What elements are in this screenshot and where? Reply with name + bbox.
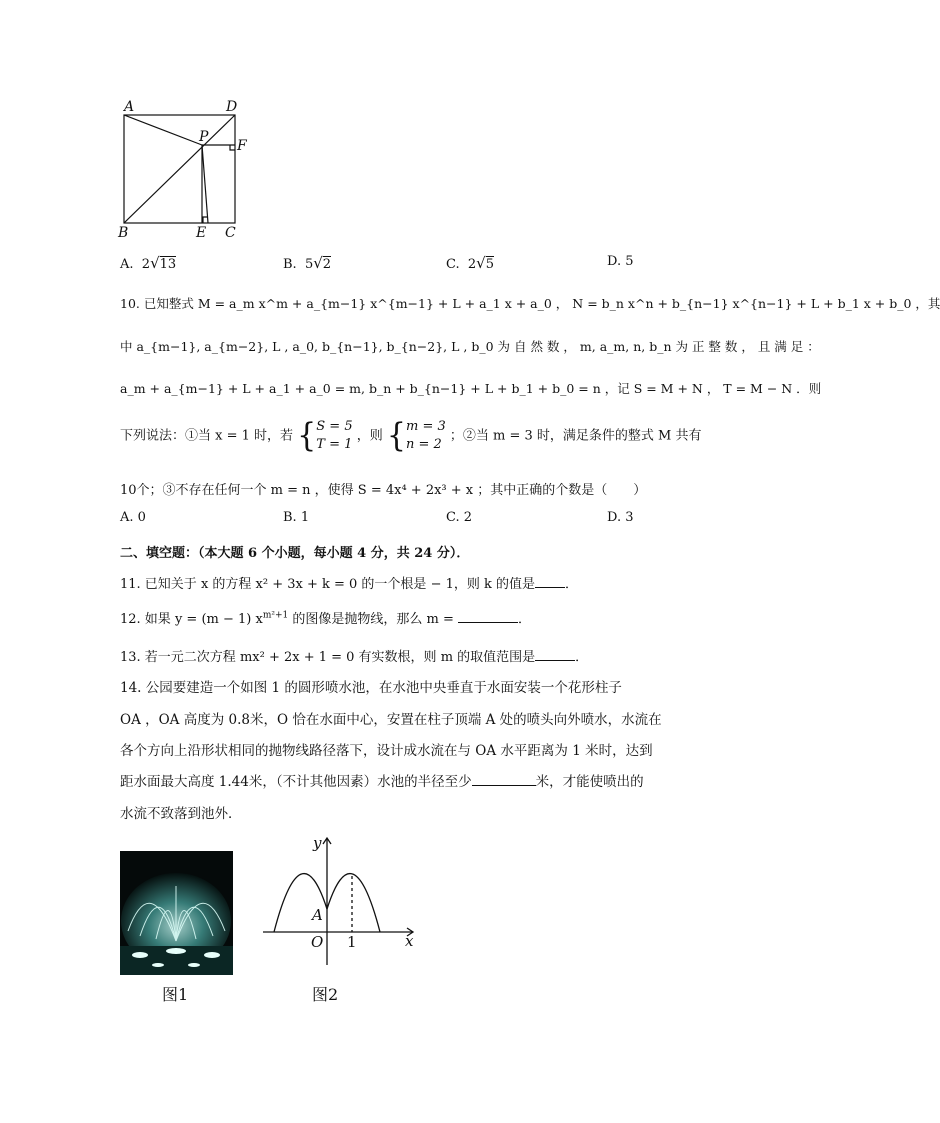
q14-line-1: 14. 公园要建造一个如图 1 的圆形喷水池，在水池中央垂直于水面安装一个花形柱子: [120, 680, 622, 696]
fountain-photo: [120, 851, 233, 975]
q11: 11. 已知关于 x 的方程 x² + 3x + k = 0 的一个根是 − 1，则 k 的值是 ．: [120, 573, 578, 592]
fig2-caption: 图2: [312, 985, 339, 1004]
q10-line-5: 10个；③不存在任何一个 m = n ，使得 S = 4x⁴ + 2x³ + x ；其中正确的个数是（ ）: [120, 483, 647, 498]
x-axis-label: x: [405, 932, 414, 950]
q10-option-b: B. 1: [283, 510, 310, 525]
fountain-graph: [255, 830, 425, 980]
q14-line-3: 各个方向上沿形状相同的抛物线路径落下，设计成水流在与 OA 水平距离为 1 米时，达到: [120, 743, 653, 759]
label-D: D: [226, 99, 238, 115]
q9-option-b: B. 5√2: [283, 254, 332, 272]
q13: 13. 若一元二次方程 mx² + 2x + 1 = 0 有实数根，则 m 的取值范围是 ．: [120, 646, 588, 665]
q10-line-4: 下列说法：①当 x = 1 时，若 {S = 5 T = 1 ，则 {m = 3 n = 2 ；②当 m = 3 时，满足条件的整式 M 共有: [120, 416, 702, 455]
q14-line-5: 水流不致落到池外．: [120, 806, 242, 822]
q9-option-d: D. 5: [607, 254, 634, 269]
q12: 12. 如果 y = (m − 1) $x^{m^2+1}$ 的图像是抛物线，那么 m = ．: [120, 608, 531, 627]
fig1-caption: 图1: [162, 985, 189, 1004]
q10-line-3: a_m + a_{m−1} + L + a_1 + a_0 = m, b_n + b_{n−1} + L + b_1 + b_0 = n ，记 S = M + N ， T = M − N ．则: [120, 381, 822, 396]
q14-line-4: 距水面最大高度 1.44米，（不计其他因素）水池的半径至少 米，才能使喷出的: [120, 770, 644, 790]
q10-line-2: 中 a_{m−1}, a_{m−2}, L , a_0, b_{n−1}, b_{n−2}, L , b_0 为 自 然 数 ， m, a_m, n, b_n 为 正 整 数 ， 且 满 足 ：: [120, 339, 820, 354]
q9-option-c: C. 2√5: [446, 254, 495, 272]
q10-option-d: D. 3: [607, 510, 634, 525]
label-E: E: [196, 225, 207, 241]
point-a-label: A: [312, 906, 323, 924]
q10-line-1: 10. 已知整式 M = a_m x^m + a_{m−1} x^{m−1} + L + a_1 x + a_0 ， N = b_n x^n + b_{n−1} x^{n−1} + L + b_1 x + b_0 ，其: [120, 296, 940, 311]
q10-option-a: A. 0: [120, 510, 146, 525]
q10-option-c: C. 2: [446, 510, 473, 525]
q14-line-2: OA ，OA 高度为 0.8米，O 恰在水面中心，安置在柱子顶端 A 处的喷头向外喷水，水流在: [120, 712, 662, 728]
label-A: A: [124, 99, 135, 115]
origin-label: O: [311, 933, 324, 951]
label-B: B: [118, 225, 129, 241]
y-axis-label: y: [313, 834, 322, 852]
section-2-title: 二、填空题：（本大题 6 个小题，每小题 4 分，共 24 分）．: [120, 546, 470, 561]
q9-option-a: A. 2√13: [120, 254, 177, 272]
label-P: P: [199, 129, 209, 145]
tick-1-label: 1: [347, 933, 357, 951]
label-F: F: [237, 138, 247, 154]
square-figure: [112, 95, 262, 240]
label-C: C: [225, 225, 236, 241]
